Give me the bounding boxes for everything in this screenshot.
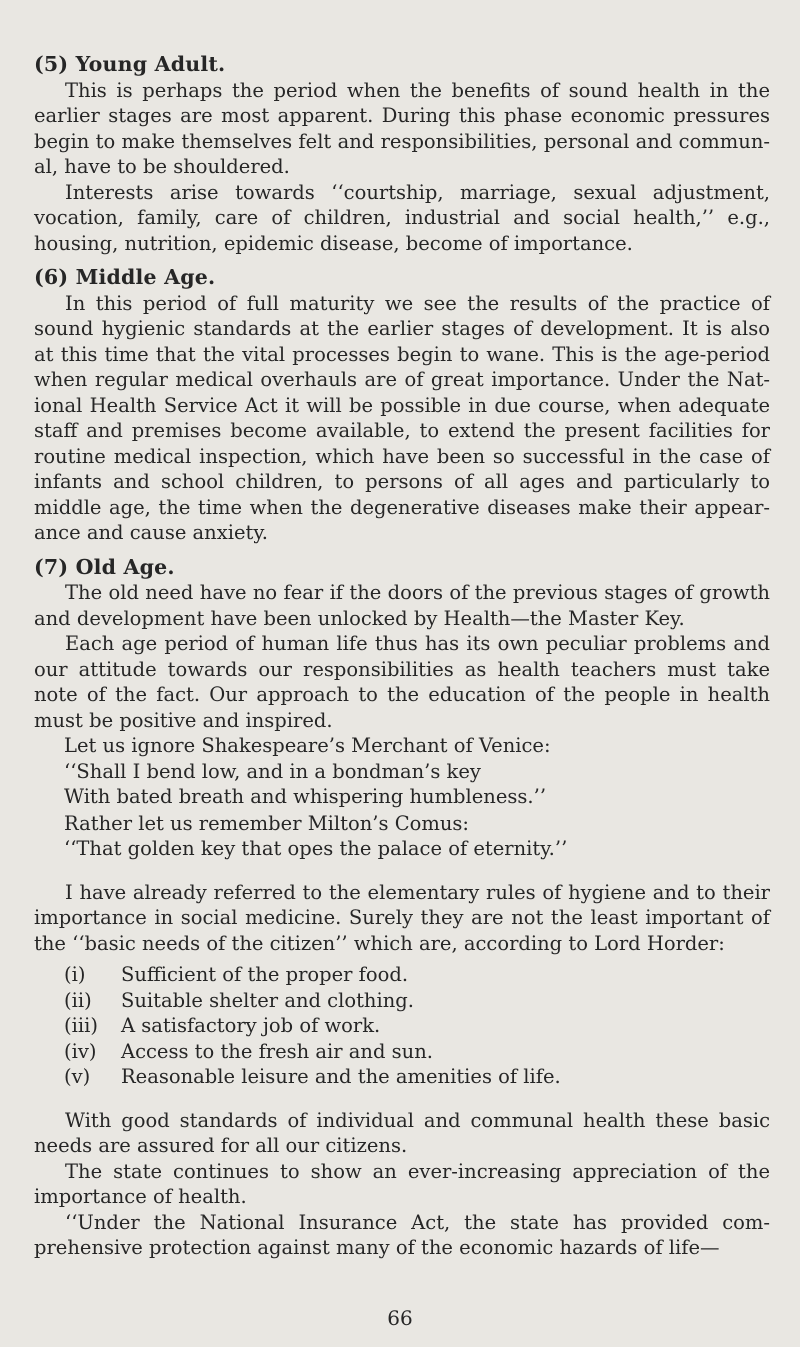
young-adult-paragraph-1: This is perhaps the period when the benefits of sound health in the earlier stages are most apparent. During this phase economic pressures begin to make themselves felt and responsibilities, personal and commun-al, have to be shouldered. (34, 78, 770, 178)
basic-need-item (64, 962, 770, 988)
hygiene-intro-paragraph: I have already referred to the elementary rules of hygiene and to their importance in social medicine. Surely they are not the least important of the ‘‘basic needs of the citizen’’ which are, according to Lord Horder: (34, 880, 770, 955)
section-heading-middle-age: (6) Middle Age. (34, 265, 216, 289)
basic-need-item (64, 1064, 770, 1090)
basic-need-text: A satisfactory job of work. (121, 1014, 381, 1037)
milton-quote-line-1: ‘‘That golden key that opes the palace of eternity.’’ (64, 837, 568, 860)
spacer (34, 862, 770, 880)
shakespeare-quote-line-1: ‘‘Shall I bend low, and in a bondman’s key (64, 759, 481, 783)
basic-need-text: Reasonable leisure and the amenities of life. (121, 1065, 561, 1088)
basic-need-number: (i) (64, 963, 86, 986)
page-number: 66 (387, 1306, 413, 1330)
basic-need-text: Access to the fresh air and sun. (121, 1039, 433, 1063)
closing-paragraph-2: The state continues to show an ever-increasing appreciation of the importance of health. (34, 1159, 770, 1208)
section-heading-young-adult: (5) Young Adult. (34, 52, 226, 76)
basic-needs-list (34, 962, 770, 1090)
basic-need-text: Suitable shelter and clothing. (121, 988, 414, 1012)
basic-need-item (64, 1013, 770, 1039)
milton-quote (64, 811, 770, 862)
basic-need-number: (iii) (64, 1014, 98, 1037)
spacer (34, 1090, 770, 1108)
young-adult-paragraph-2: Interests arise towards ‘‘courtship, marriage, sexual adjustment, vocation, family, care of children, industrial and social health,’’ e.g., housing, nutrition, epidemic disease, become of importance. (34, 180, 770, 255)
basic-need-number: (iv) (64, 1039, 97, 1063)
old-age-paragraph-2: Each age period of human life thus has its own peculiar problems and our attitude towards our responsibilities as health teachers must take note of the fact. Our approach to the education of the people in health must be positive and inspired. (34, 632, 770, 732)
shakespeare-quote-line-2: With bated breath and whispering humbleness.’’ (64, 785, 547, 808)
closing-paragraph-1: With good standards of individual and communal health these basic needs are assured for all our citizens. (34, 1108, 770, 1157)
middle-age-paragraph-1: In this period of full maturity we see the results of the practice of sound hygienic standards at the earlier stages of development. It is also at this time that the vital processes begin to wane. This is the age-period when regular medical overhauls are of great importance. Under the Nat-ional Health Service Act it will be possible in due course, when adequate staff and premises become available, to extend the present facilities for routine medical inspection, which have been so successful in the case of infants and school children, to persons of all ages and particularly to middle age, the time when the degenerative diseases make their appear-ance and cause anxiety. (34, 291, 770, 544)
basic-need-item (64, 988, 770, 1014)
basic-need-number: (ii) (64, 988, 92, 1012)
old-age-paragraph-1: The old need have no fear if the doors of the previous stages of growth and development have been unlocked by Health—the Master Key. (34, 581, 770, 630)
basic-need-item (64, 1039, 770, 1065)
closing-paragraph-3: ‘‘Under the National Insurance Act, the state has provided com-prehensive protection against many of the economic hazards of life— (34, 1210, 770, 1259)
basic-need-number: (v) (64, 1065, 91, 1088)
milton-quote-intro: Rather let us remember Milton’s Comus: (64, 811, 469, 835)
basic-need-text: Sufficient of the proper food. (121, 963, 409, 986)
section-heading-old-age: (7) Old Age. (34, 554, 175, 579)
shakespeare-quote-intro: Let us ignore Shakespeare’s Merchant of Venice: (64, 734, 551, 757)
shakespeare-quote (64, 733, 770, 810)
